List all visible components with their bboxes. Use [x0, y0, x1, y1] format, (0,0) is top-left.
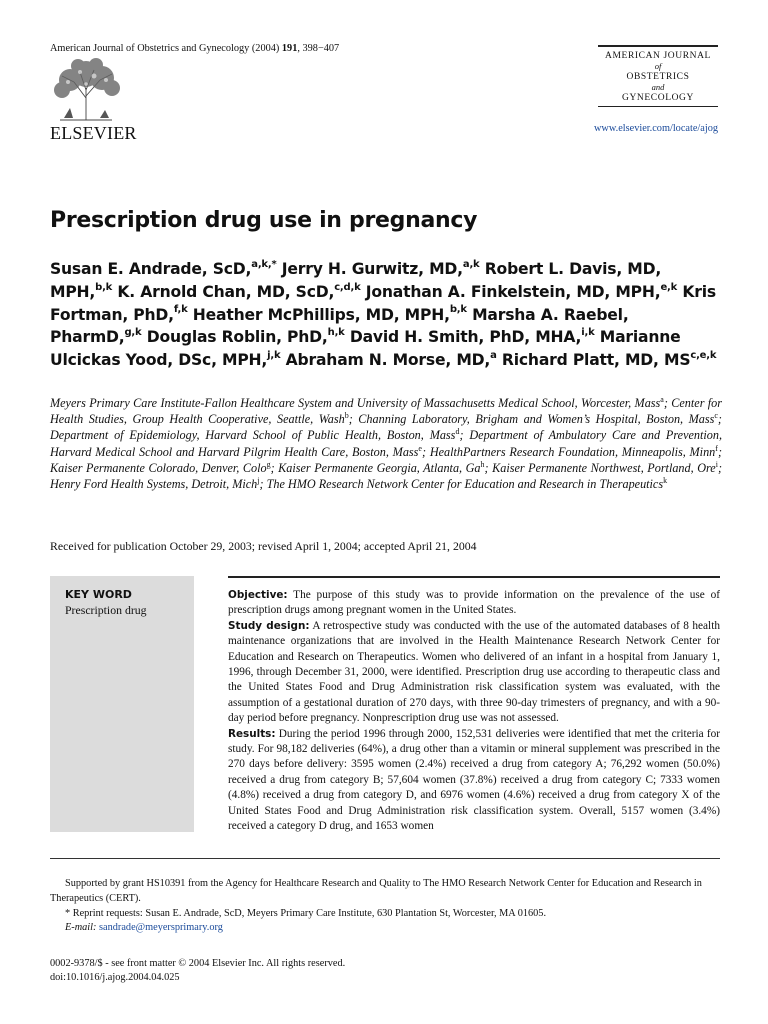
author: David H. Smith, PhD, MHA, — [349, 328, 582, 347]
abstract-design — [228, 619, 720, 727]
affiliation-marker: a — [660, 394, 664, 404]
author-affiliation-marker: g,k — [124, 327, 142, 339]
email-link[interactable]: sandrade@meyersprimary.org — [99, 922, 223, 934]
affiliation-marker: e — [418, 443, 422, 453]
keyword-heading: KEY WORD — [65, 588, 132, 601]
author-affiliation-marker: h,k — [327, 327, 345, 339]
footnotes — [50, 877, 720, 936]
author: Robert L. Davis, MD, MPH, — [50, 260, 662, 301]
affiliation-marker: b — [344, 411, 349, 421]
author-affiliation-marker: f,k — [173, 304, 188, 316]
masthead-rule — [598, 45, 718, 47]
abstract — [228, 588, 720, 835]
publisher-name: ELSEVIER — [50, 123, 137, 143]
author: Richard Platt, MD, MS — [501, 351, 691, 370]
author-affiliation-marker: a — [490, 350, 497, 361]
masthead-bottom-rule — [598, 106, 718, 107]
abstract-rule — [228, 576, 720, 578]
author-affiliation-marker: j,k — [267, 350, 281, 361]
author: Kris Fortman, PhD, — [50, 282, 716, 324]
affiliation: Meyers Primary Care Institute-Fallon Healthcare System and University of Massachusetts Medical School, Worcester, Mass — [50, 396, 661, 410]
affiliation: ; Department of Epidemiology, Harvard School of Public Health, Boston, Mass — [50, 412, 722, 443]
author: Jerry H. Gurwitz, MD, — [281, 260, 463, 278]
author: Abraham N. Morse, MD, — [285, 351, 491, 370]
objective-label: Objective: — [228, 589, 288, 601]
author-affiliation-marker: e,k — [660, 281, 678, 293]
results-text: During the period 1996 through 2000, 152,531 deliveries were identified that met the criteria for study. For 98,182 deliveries (64%), a drug other than a vitamin or mineral supplement was prescribed in the 270 days before delivery: 3595 women (2.4%) received a drug from category A; 76,292 women (50.0%) received a drug from category B; 57,604 women (37.8%) received a drug from category C; 7333 women (4.8%) received a drug from category D, and 6976 women (4.6%) received a drug from category X of the United States Food and Drug Administration risk classification system. Overall, 5157 women (3.4%) received a category D drug, and 1653 women — [228, 727, 720, 833]
masthead-line-1: AMERICAN JOURNAL — [605, 51, 711, 61]
objective-text: The purpose of this study was to provide information on the prevalence of the use of prescription drugs among pregnant women in the United States. — [228, 589, 720, 617]
copyright-line: 0002-9378/$ - see front matter © 2004 Elsevier Inc. All rights reserved. — [50, 958, 346, 969]
funding-footnote: Supported by grant HS10391 from the Agency for Healthcare Research and Quality to The HMO Research Network Center for Education and Research in Therapeutics (CERT). — [50, 878, 702, 904]
author: Marianne Ulcickas Yood, DSc, MPH, — [50, 328, 681, 370]
results-label: Results: — [228, 727, 276, 740]
affiliation: ; Kaiser Permanente Colorado, Denver, Colo — [50, 444, 722, 475]
affiliation-marker: d — [455, 427, 460, 437]
author-affiliation-marker: c,e,k — [690, 350, 717, 361]
author-affiliation-marker: b,k — [95, 281, 113, 293]
journal-citation — [50, 43, 339, 54]
affiliations — [50, 395, 722, 492]
affiliation: ; Kaiser Permanente Georgia, Atlanta, Ga — [270, 460, 481, 475]
affiliation-marker: j — [257, 475, 260, 485]
author: Heather McPhillips, MD, MPH, — [192, 305, 450, 324]
masthead-line-4: and — [651, 82, 665, 92]
email-footnote — [50, 921, 720, 936]
author-list — [50, 258, 720, 372]
affiliation-marker: i — [715, 459, 718, 469]
doi-line: doi:10.1016/j.ajog.2004.04.025 — [50, 972, 180, 984]
author: Marsha A. Raebel, PharmD, — [50, 305, 629, 347]
author-affiliation-marker: i,k — [581, 327, 595, 339]
affiliation-marker: k — [663, 475, 668, 485]
author-affiliation-marker: a,k,* — [251, 258, 277, 270]
footnote-rule — [50, 858, 720, 859]
affiliation: ; HealthPartners Research Foundation, Minneapolis, Minn — [421, 444, 716, 459]
author: Susan E. Andrade, ScD, — [50, 260, 252, 278]
author: Jonathan A. Finkelstein, MD, MPH, — [365, 282, 661, 301]
affiliation: ; Kaiser Permanente Northwest, Portland, Ore — [484, 460, 716, 475]
masthead-line-2: of — [654, 61, 662, 71]
affiliation-marker: h — [480, 459, 485, 469]
masthead-line-5: GYNECOLOGY — [622, 93, 694, 103]
design-text: A retrospective study was conducted with the use of the automated databases of 8 health maintenance organizations that are involved in the Health Maintenance Research Network Center for Education and Research on Therapeutics. Women who delivered of an infant in a hospital from January 1, 1996, through December 31, 2000, were identified. Prescription drug use according to therapeutic class and the United States Food and Drug Administration risk classification system was evaluated, with the assumption of a gestational duration of 270 days, with three 90-day trimesters of pregnancy, and with a 90-day period before pregnancy. Nonprescription drug use was not assessed. — [228, 619, 720, 725]
masthead-line-3: OBSTETRICS — [626, 72, 690, 82]
email-label: E-mail: — [65, 922, 97, 934]
elsevier-tree-logo-icon — [50, 58, 122, 122]
author-affiliation-marker: c,d,k — [334, 281, 361, 293]
author: K. Arnold Chan, MD, ScD, — [117, 282, 335, 301]
journal-volume: 191 — [281, 43, 298, 54]
journal-citation-prefix: American Journal of Obstetrics and Gynecology (2004) — [50, 43, 282, 54]
abstract-objective — [228, 588, 720, 619]
affiliation: ; Channing Laboratory, Brigham and Women’s Hospital, Boston, Mass — [348, 412, 715, 427]
keyword-item: Prescription drug — [65, 603, 147, 617]
affiliation-marker: g — [266, 459, 271, 469]
reprint-footnote: * Reprint requests: Susan E. Andrade, ScD, Meyers Primary Care Institute, 630 Plantation St, Worcester, MA 01605. — [65, 907, 547, 919]
author-affiliation-marker: a,k — [462, 258, 480, 270]
affiliation: ; Henry Ford Health Systems, Detroit, Mich — [50, 460, 722, 492]
journal-masthead — [598, 45, 718, 110]
journal-pages: , 398−407 — [297, 43, 340, 54]
affiliation-marker: f — [715, 443, 718, 453]
author-affiliation-marker: b,k — [449, 304, 467, 316]
copyright-block — [50, 957, 345, 986]
design-label: Study design: — [228, 619, 310, 632]
affiliation: ; Center for Health Studies, Group Health Cooperative, Seattle, Wash — [50, 396, 722, 427]
affiliation: ; Department of Ambulatory Care and Prevention, Harvard Medical School and Harvard Pilgrim Health Care, Boston, Mass — [50, 428, 722, 459]
received-dates: Received for publication October 29, 2003; revised April 1, 2004; accepted April 21, 2004 — [50, 539, 477, 553]
affiliation: ; The HMO Research Network Center for Education and Research in Therapeutics — [259, 477, 664, 492]
article-title: Prescription drug use in pregnancy — [50, 208, 478, 233]
journal-url-link[interactable]: www.elsevier.com/locate/ajog — [594, 123, 718, 134]
abstract-results — [228, 727, 720, 835]
affiliation-marker: c — [714, 411, 718, 421]
author: Douglas Roblin, PhD, — [146, 328, 328, 347]
